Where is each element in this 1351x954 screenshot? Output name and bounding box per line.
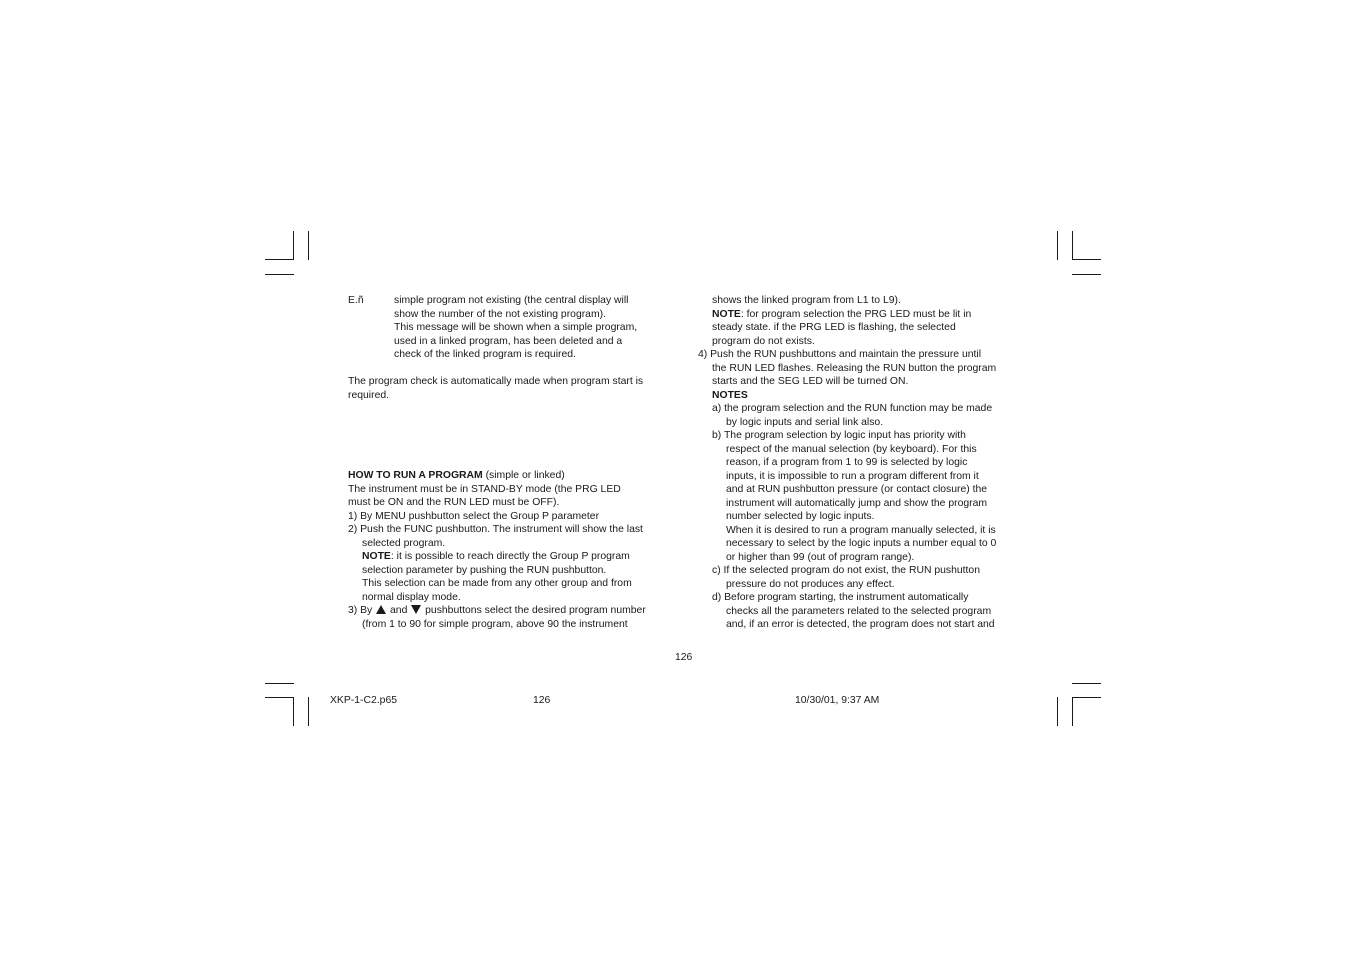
step-2-cont: selected program. bbox=[362, 537, 446, 549]
intro-line: must be ON and the RUN LED must be OFF). bbox=[348, 497, 560, 508]
up-triangle-icon bbox=[376, 605, 386, 614]
error-line: used in a linked program, has been deleted and a bbox=[394, 335, 623, 347]
step-4: 4) Push the RUN pushbuttons and maintain the pressure until bbox=[698, 349, 982, 360]
step-1: 1) By MENU pushbutton select the Group P parameter bbox=[348, 510, 600, 522]
step-4-cont: starts and the SEG LED will be turned ON. bbox=[712, 376, 909, 387]
note-a-cont: by logic inputs and serial link also. bbox=[726, 416, 884, 428]
crop-mark-top-left-v2 bbox=[308, 231, 309, 260]
error-line: check of the linked program is required. bbox=[394, 349, 576, 360]
note-d-cont: checks all the parameters related to the selected program bbox=[726, 605, 992, 617]
note-line: steady state. if the PRG LED is flashing, the selected bbox=[712, 322, 956, 333]
note-b: b) The program selection by logic input has priority with bbox=[712, 430, 966, 441]
note-d: d) Before program starting, the instrument automatically bbox=[712, 592, 969, 603]
note-b-cont: respect of the manual selection (by keyboard). For this bbox=[726, 443, 977, 455]
crop-mark-top-right-h bbox=[1072, 274, 1101, 275]
step-4-cont: the RUN LED flashes. Releasing the RUN button the program bbox=[712, 362, 997, 374]
note-c-cont: pressure do not produces any effect. bbox=[726, 578, 895, 590]
step-2-note bbox=[348, 550, 646, 564]
note-b-cont: or higher than 99 (out of program range). bbox=[726, 551, 915, 563]
footer-page: 126 bbox=[533, 695, 551, 706]
crop-mark-bottom-right-h2 bbox=[1072, 697, 1101, 698]
note-label: NOTE bbox=[712, 308, 741, 320]
note-b-cont: inputs, it is impossible to run a program different from it bbox=[726, 470, 979, 482]
step-3-b: and bbox=[387, 605, 411, 616]
crop-mark-bottom-right-v1 bbox=[1057, 697, 1058, 726]
error-line: This message will be shown when a simple program, bbox=[394, 322, 638, 333]
note-line: selection parameter by pushing the RUN pushbutton. bbox=[362, 564, 607, 576]
footer-file: XKP-1-C2.p65 bbox=[330, 695, 397, 706]
note-label: NOTE bbox=[362, 551, 391, 562]
crop-mark-bottom-left-v2 bbox=[308, 697, 309, 726]
right-note bbox=[698, 308, 996, 322]
step-3-cont: (from 1 to 90 for simple program, above 90 the instrument bbox=[362, 618, 628, 630]
crop-mark-bottom-left-v1 bbox=[293, 697, 294, 726]
crop-mark-bottom-left-h1 bbox=[265, 683, 294, 684]
right-column bbox=[698, 294, 996, 632]
section-heading bbox=[348, 469, 646, 483]
error-line: show the number of the not existing program). bbox=[394, 308, 606, 320]
footer-timestamp: 10/30/01, 9:37 AM bbox=[795, 695, 880, 706]
note-text: : it is possible to reach directly the Group P program bbox=[390, 551, 630, 562]
down-triangle-icon bbox=[411, 605, 421, 614]
step-2: 2) Push the FUNC pushbutton. The instrument will show the last bbox=[348, 524, 643, 535]
note-line: normal display mode. bbox=[362, 591, 461, 603]
crop-mark-top-right-foot bbox=[1072, 259, 1101, 260]
error-description bbox=[394, 294, 637, 362]
note-b-cont: and at RUN pushbutton pressure (or contact closure) the bbox=[726, 484, 988, 495]
check-line: The program check is automatically made when program start is bbox=[348, 376, 644, 387]
crop-mark-top-left-foot bbox=[265, 259, 294, 260]
note-a: a) the program selection and the RUN function may be made bbox=[712, 403, 993, 414]
step-3 bbox=[348, 604, 646, 618]
note-b-cont: number selected by logic inputs. bbox=[726, 511, 875, 522]
notes-heading: NOTES bbox=[712, 389, 748, 401]
crop-mark-bottom-right-v2 bbox=[1072, 697, 1073, 726]
note-line: program do not exists. bbox=[712, 335, 815, 347]
check-line: required. bbox=[348, 389, 390, 401]
note-b-cont: reason, if a program from 1 to 99 is selected by logic bbox=[726, 457, 968, 468]
crop-mark-top-right-v1 bbox=[1057, 231, 1058, 260]
step-3-a: 3) By bbox=[348, 605, 376, 616]
note-d-cont: and, if an error is detected, the program does not start and bbox=[726, 619, 995, 630]
program-check-paragraph bbox=[348, 375, 643, 402]
note-b-cont: necessary to select by the logic inputs a number equal to 0 bbox=[726, 538, 997, 549]
crop-mark-top-left-h bbox=[265, 274, 294, 275]
crop-mark-bottom-left-h2 bbox=[265, 697, 294, 698]
note-b-cont: instrument will automatically jump and show the program bbox=[726, 497, 988, 509]
crop-mark-top-right-v2 bbox=[1072, 231, 1073, 260]
error-code: E.ñ bbox=[348, 295, 364, 306]
section-heading-bold: HOW TO RUN A PROGRAM bbox=[348, 470, 483, 481]
intro-line: The instrument must be in STAND-BY mode (the PRG LED bbox=[348, 483, 621, 495]
note-line: This selection can be made from any other group and from bbox=[362, 578, 632, 589]
step-3-c: pushbuttons select the desired program number bbox=[422, 605, 646, 616]
crop-mark-top-left-v1 bbox=[293, 231, 294, 260]
note-c: c) If the selected program do not exist, the RUN pushutton bbox=[712, 565, 980, 576]
error-line: simple program not existing (the central display will bbox=[394, 295, 629, 306]
page-number: 126 bbox=[675, 652, 693, 663]
crop-mark-bottom-right-h1 bbox=[1072, 683, 1101, 684]
run-program-section bbox=[348, 469, 646, 631]
note-b-cont: When it is desired to run a program manually selected, it is bbox=[726, 524, 996, 536]
section-heading-rest: (simple or linked) bbox=[482, 470, 565, 481]
note-text: : for program selection the PRG LED must be lit in bbox=[740, 308, 972, 320]
cont-line: shows the linked program from L1 to L9). bbox=[712, 295, 901, 306]
